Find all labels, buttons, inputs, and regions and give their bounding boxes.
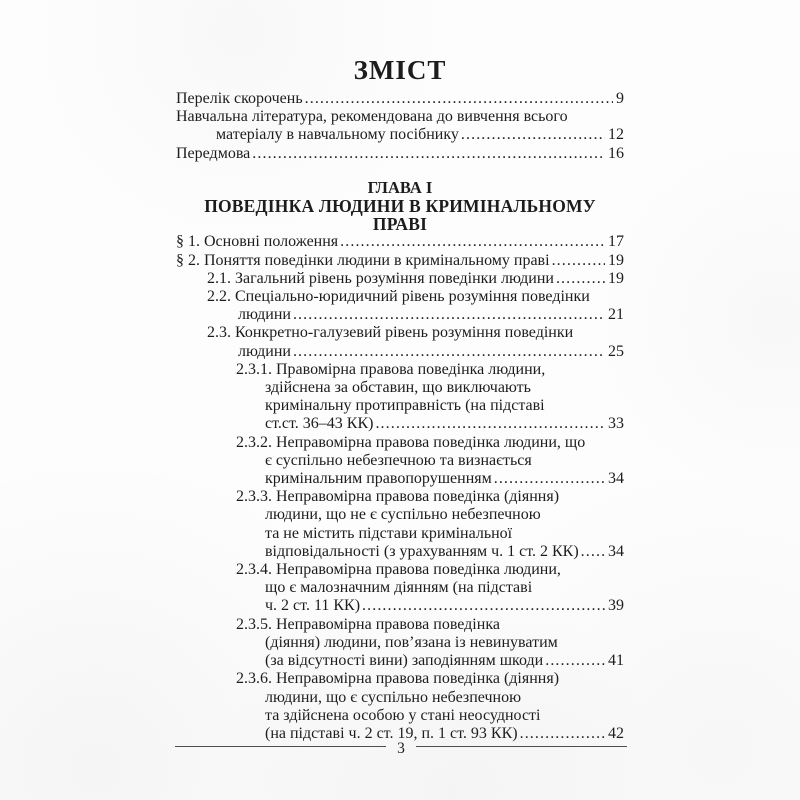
page-title: ЗМІСТ <box>353 55 447 85</box>
toc-entry <box>176 324 624 360</box>
footer-rule-right <box>416 746 627 747</box>
toc-entry <box>176 90 624 108</box>
dot-leader <box>362 597 605 615</box>
toc-page-number: 19 <box>608 251 624 269</box>
toc-entry <box>176 233 624 251</box>
toc-line <box>176 252 624 270</box>
toc-line: 2.3.4. Неправомірна правова поведінка людини, <box>236 561 561 579</box>
toc-line: та не містить підстави кримінальної <box>265 524 513 542</box>
toc-line <box>176 145 624 163</box>
toc-entry <box>176 488 624 561</box>
toc-line: 2.3.2. Неправомірна правова поведінка людини, що <box>236 433 586 451</box>
toc-page-number: 12 <box>608 126 624 144</box>
toc-line: 2.2. Спеціально-юридичний рівень розуміння поведінки <box>207 288 590 306</box>
toc-page-number: 33 <box>608 415 624 433</box>
toc-entry-text: людини <box>238 306 291 324</box>
toc-line <box>176 90 624 108</box>
dot-leader <box>252 145 605 163</box>
toc-line <box>207 270 624 288</box>
toc-page-number: 41 <box>608 652 624 670</box>
toc-page-number: 39 <box>608 597 624 615</box>
toc-line <box>238 306 624 324</box>
toc-line: та здійснена особою у стані неосудності <box>265 706 541 724</box>
dot-leader <box>552 252 605 270</box>
toc-entry-text: ст.ст. 36–43 КК) <box>265 415 374 433</box>
toc-line: 2.3. Конкретно-галузевий рівень розуміння поведінки <box>207 324 574 342</box>
toc-page-number: 25 <box>608 342 624 360</box>
chapter-title: ПОВЕДІНКА ЛЮДИНИ В КРИМІНАЛЬНОМУ ПРАВІ <box>204 196 596 235</box>
toc-entry <box>176 252 624 270</box>
toc-page-number: 16 <box>608 144 624 162</box>
toc-entry-text: (за відсутності вини) заподіянням шкоди <box>265 652 544 670</box>
chapter-label: ГЛАВА I <box>367 177 433 197</box>
toc-entry <box>176 145 624 163</box>
dot-leader <box>556 270 605 288</box>
toc-line <box>265 597 624 615</box>
toc-entry <box>176 670 624 743</box>
toc-line: 2.3.6. Неправомірна правова поведінка (діяння) <box>236 670 560 688</box>
toc-line <box>265 415 624 433</box>
toc-entry <box>176 288 624 324</box>
toc-page <box>176 54 624 743</box>
toc-entry <box>176 616 624 671</box>
toc-line: що є малозначним діянням (на підставі <box>265 579 533 597</box>
dot-leader <box>461 126 605 144</box>
page-footer <box>175 738 627 757</box>
toc-page-number: 19 <box>608 269 624 287</box>
toc-page-number: 34 <box>608 542 624 560</box>
toc-line <box>176 233 624 251</box>
dot-leader <box>293 343 605 361</box>
toc-page-number: 9 <box>616 90 624 107</box>
toc-line: є суспільно небезпечною та визнається <box>265 451 532 469</box>
dot-leader <box>293 306 605 324</box>
toc-page-number: 42 <box>608 724 624 742</box>
toc-page-number: 34 <box>608 470 624 488</box>
toc-entry-text: Передмова <box>176 144 251 162</box>
toc-line: здійснена за обставин, що виключають <box>265 379 531 397</box>
toc-entry-text: Перелік скорочень <box>176 90 303 107</box>
toc-entry-text: кримінальним правопорушенням <box>265 470 492 488</box>
toc-entry-text: людини <box>238 342 291 360</box>
dot-leader <box>494 470 605 488</box>
toc-entry <box>176 434 624 489</box>
toc-line: 2.3.3. Неправомірна правова поведінка (діяння) <box>236 488 560 506</box>
toc-line: Навчальна література, рекомендована до вивчення всього <box>176 108 568 126</box>
dot-leader <box>545 652 605 670</box>
toc-entry <box>176 270 624 288</box>
toc-line <box>265 652 624 670</box>
toc-line: 2.3.5. Неправомірна правова поведінка <box>236 615 500 633</box>
toc-entry-text: відповідальності (з урахуванням ч. 1 ст. 2 КК) <box>265 542 579 560</box>
toc-line: 2.3.1. Правомірна правова поведінка людини, <box>236 360 546 378</box>
toc-line: (діяння) людини, пов’язана із невинуватим <box>265 633 558 651</box>
toc-entry-list <box>176 233 624 743</box>
toc-entry-text: (на підставі ч. 2 ст. 19, п. 1 ст. 93 КК) <box>265 724 518 742</box>
toc-entry-text: ч. 2 ст. 11 КК) <box>265 597 361 615</box>
dot-leader <box>340 233 605 251</box>
footer-rule-left <box>175 746 386 747</box>
toc-line <box>238 343 624 361</box>
toc-entry <box>176 108 624 144</box>
toc-line: людини, що є суспільно небезпечною <box>265 688 522 706</box>
toc-entry-text: § 2. Поняття поведінки людини в кримінальному праві <box>176 251 550 269</box>
toc-entry-text: 2.1. Загальний рівень розуміння поведінки людини <box>207 269 554 287</box>
toc-line <box>265 543 624 561</box>
toc-line: людини, що не є суспільно небезпечною <box>265 506 541 524</box>
dot-leader <box>581 543 605 561</box>
toc-page-number: 21 <box>608 306 624 324</box>
footer-page-number: 3 <box>397 740 405 757</box>
dot-leader <box>375 415 605 433</box>
toc-entry-text: матеріалу в навчальному посібнику <box>216 126 459 144</box>
toc-front-matter-list <box>176 90 624 163</box>
toc-line <box>265 470 624 488</box>
toc-entry <box>176 361 624 434</box>
toc-entry-text: § 1. Основні положення <box>176 233 339 251</box>
toc-entry <box>176 561 624 616</box>
dot-leader <box>305 90 613 108</box>
toc-line: кримінальну протиправність (на підставі <box>265 397 545 415</box>
toc-page-number: 17 <box>608 233 624 251</box>
toc-line <box>216 126 624 144</box>
